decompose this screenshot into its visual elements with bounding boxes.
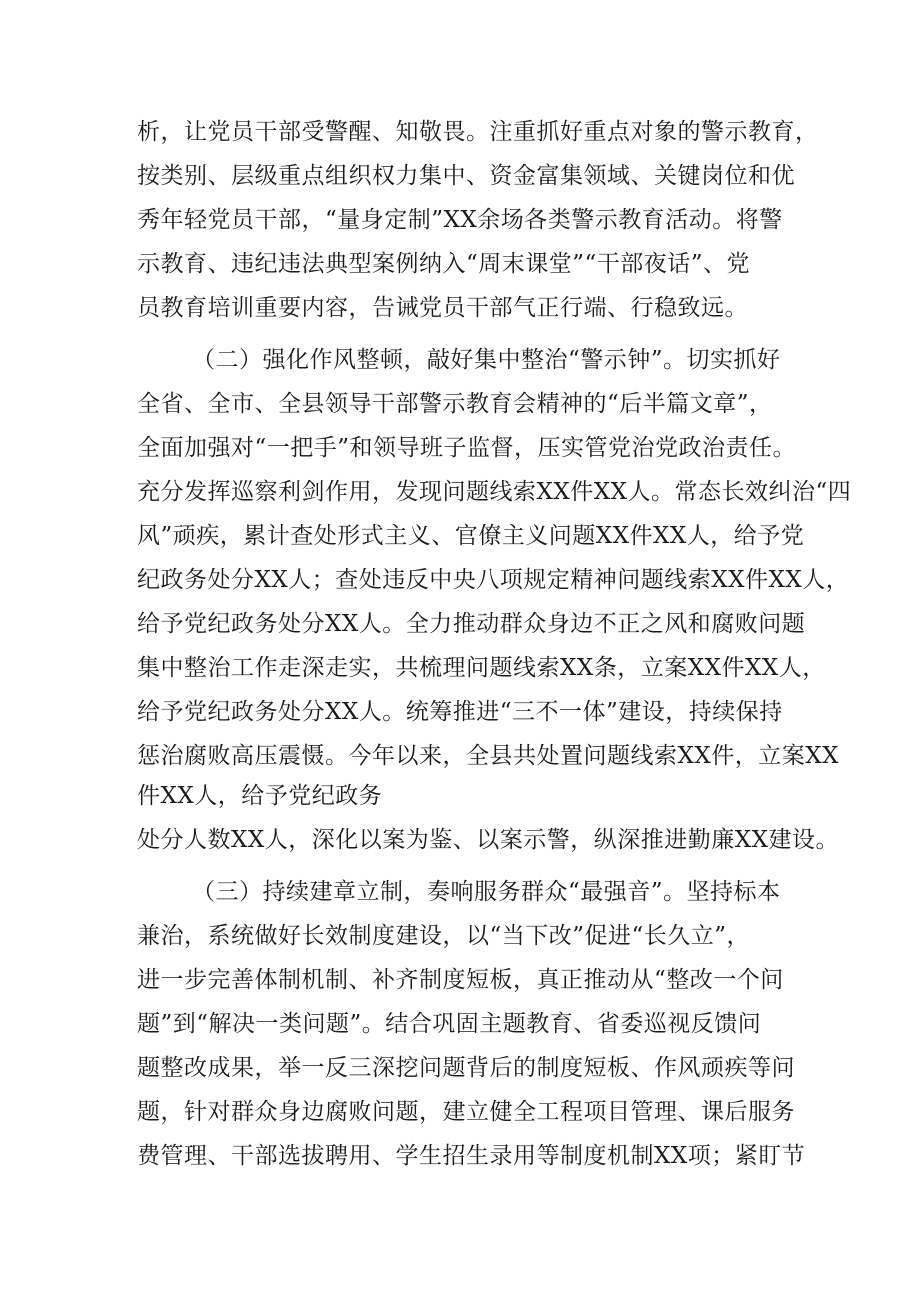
- text-line: 纪政务处分XX人；查处违反中央八项规定精神问题线索XX件XX人，: [137, 567, 850, 593]
- text-line: 处分人数XX人，深化以案为鉴、以案示警，纵深推进勤廉XX建设。: [137, 827, 839, 853]
- text-line: 集中整治工作走深走实，共梳理问题线索XX条，立案XX件XX人，: [137, 655, 826, 681]
- text-line: 按类别、层级重点组织权力集中、资金富集领域、关键岗位和优: [137, 163, 795, 189]
- text-line: 进一步完善体制机制、补齐制度短板，真正推动从“整改一个问: [137, 967, 784, 993]
- text-line: 员教育培训重要内容，告诫党员干部气正行端、行稳致远。: [137, 295, 748, 321]
- text-line: 析，让党员干部受警醒、知敬畏。注重抓好重点对象的警示教育，: [137, 119, 819, 145]
- text-line: 给予党纪政务处分XX人。统筹推进“三不一体”建设，持续保持: [137, 699, 783, 725]
- text-line: 题”到“解决一类问题”。结合巩固主题教育、省委巡视反馈问: [137, 1011, 762, 1037]
- text-line: 秀年轻党员干部，“量身定制”XX余场各类警示教育活动。将警: [137, 207, 783, 233]
- text-line: 全省、全市、全县领导干部警示教育会精神的“后半篇文章”，: [137, 391, 773, 417]
- text-line: 充分发挥巡察利剑作用，发现问题线索XX件XX人。常态长效纠治“四: [137, 479, 852, 505]
- text-line: 示教育、违纪违法典型案例纳入“周末课堂”“干部夜话”、党: [137, 251, 751, 277]
- text-line: 全面加强对“一把手”和领导班子监督，压实管党治党政治责任。: [137, 435, 797, 461]
- text-line: 惩治腐败高压震慑。今年以来，全县共处置问题线索XX件，立案XX: [137, 743, 839, 769]
- text-line: 兼治，系统做好长效制度建设，以“当下改”促进“长久立”，: [137, 923, 751, 949]
- text-line: 题整改成果，举一反三深挖问题背后的制度短板、作风顽疾等问: [137, 1055, 795, 1081]
- text-line: 费管理、干部选拔聘用、学生招生录用等制度机制XX项；紧盯节: [137, 1143, 806, 1169]
- text-line: 风”顽疾，累计查处形式主义、官僚主义问题XX件XX人，给予党: [137, 523, 805, 549]
- text-line: 给予党纪政务处分XX人。全力推动群众身边不正之风和腐败问题: [137, 611, 806, 637]
- text-line: 题，针对群众身边腐败问题，建立健全工程项目管理、课后服务: [137, 1099, 795, 1125]
- section-heading-2: （二）强化作风整顿，敲好集中整治“警示钟”。切实抓好: [192, 347, 781, 373]
- text-line: 件XX人，给予党纪政务: [137, 783, 383, 809]
- section-heading-3: （三）持续建章立制，奏响服务群众“最强音”。坚持标本: [192, 879, 781, 905]
